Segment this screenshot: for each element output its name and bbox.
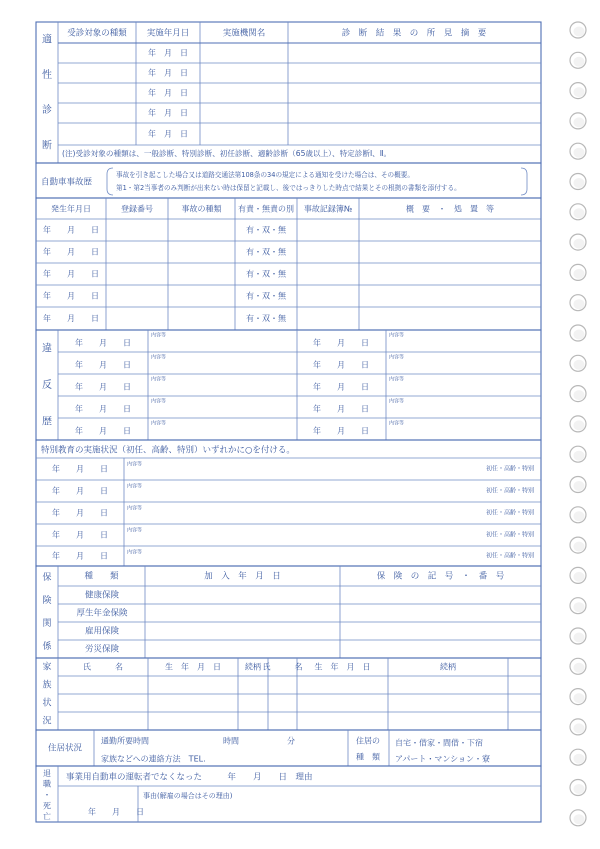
date-label: 年 月 日 [52,551,108,561]
binder-hole-shadow [574,269,585,279]
type-label: 初任・高齢・特別 [485,531,534,539]
date-label: 年 月 日 [148,129,188,139]
content-label: 内容等 [127,483,143,490]
residence-title: 住居状況 [47,743,83,754]
date-label: 年 月 日 [43,225,99,235]
binder-hole-shadow [574,754,585,764]
accident-note: 第1・第2当事者のみ判断が出来ない時は保留と記載し、後ではっきりした時点で結果とその根拠の書類を添付する。 [116,184,461,192]
retire-side-label: 亡 [43,812,51,822]
insurance-side-label: 係 [42,642,52,652]
binder-hole-shadow [574,481,585,491]
violation-side-label: 歴 [42,416,52,428]
binder-hole-shadow [574,208,585,218]
binder-hole-shadow [574,663,585,673]
family-side-label: 家 [42,662,52,673]
binder-hole-shadow [574,117,585,127]
binder-hole-shadow [574,602,585,612]
binder-hole-shadow [574,451,585,461]
retire-side-label: 職 [43,779,51,789]
fault-label: 有・双・無 [246,291,286,301]
content-label: 内容等 [127,549,143,556]
accident-note: 事故を引き起こした場合又は道路交通法第108条の34の規定による通知を受けた場合は、その概要。 [116,171,414,179]
type-label: 初任・高齢・特別 [485,509,534,517]
binder-hole-shadow [574,57,585,67]
content-label: 内容等 [151,376,167,383]
insurance-type: 労災保険 [84,644,120,655]
binder-hole-shadow [574,87,585,97]
date-label: 年 月 日 [75,404,131,414]
retire-side-label: 死 [43,801,51,811]
column-header: 実施機関名 [222,28,266,39]
content-label: 内容等 [389,354,405,361]
content-label: 内容等 [389,398,405,405]
content-label: 内容等 [389,332,405,339]
family-side-label: 況 [42,716,52,727]
type-label: 初任・高齢・特別 [485,552,534,560]
date-label: 年 月 日 [75,426,131,436]
date-label: 年 月 日 [88,807,144,817]
content-label: 内容等 [389,376,405,383]
column-header: 続柄 [245,662,261,672]
family-side-label: 状 [42,698,52,709]
content-label: 内容等 [389,420,405,427]
column-header: 種 類 [84,571,119,582]
column-header: 続柄 [440,662,456,672]
hours-label: 時間 [223,736,239,746]
date-label: 年 月 日 [52,486,108,496]
binder-hole-shadow [574,390,585,400]
content-label: 内容等 [127,505,143,512]
minutes-label: 分 [287,736,295,746]
binder-hole-shadow [574,178,585,188]
date-label: 年 月 日 [52,508,108,518]
date-label: 年 月 日 [52,530,108,540]
binder-hole-shadow [574,542,585,552]
column-header: 発生年月日 [51,204,91,214]
binder-hole-shadow [574,299,585,309]
fault-label: 有・双・無 [246,225,286,235]
residence-kind-label: 住居の [356,736,380,746]
violation-side-label: 反 [42,380,52,391]
column-header: 氏 名 [83,662,123,672]
binder-hole-shadow [574,148,585,158]
reason-label: 事由(解雇の場合はその理由) [143,792,233,800]
binder-hole-shadow [574,723,585,733]
insurance-side-label: 保 [42,573,52,583]
family-side-label: 族 [42,680,52,691]
fault-label: 有・双・無 [246,269,286,279]
column-header: 概 要 ・ 処 置 等 [406,204,494,214]
content-label: 内容等 [151,398,167,405]
date-label: 年 月 日 [75,338,131,348]
tekisei-side-label: 適 [42,34,52,46]
date-label: 年 月 日 [313,382,369,392]
binder-hole-shadow [574,693,585,703]
insurance-type: 健康保険 [84,590,120,601]
insurance-side-label: 険 [42,596,52,606]
date-label: 年 月 日 [52,464,108,474]
tekisei-note: (注)受診対象の種類は、一般診断、特別診断、初任診断、適齢診断（65歳以上）、特定診断Ⅰ、Ⅱ。 [62,149,392,158]
binder-hole-shadow [574,27,585,37]
commute-label: 通勤所要時間 [101,736,149,746]
fault-label: 有・双・無 [246,247,286,257]
contact-label: 家族などへの連絡方法 TEL. [101,754,206,764]
type-label: 初任・高齢・特別 [485,487,534,495]
date-label: 年 月 日 [148,108,188,118]
accident-title: 自動車事故歴 [41,177,93,188]
binder-holes [570,22,586,826]
binder-hole-shadow [574,633,585,643]
date-label: 年 月 日 [148,88,188,98]
binder-hole-shadow [574,239,585,249]
content-label: 内容等 [151,354,167,361]
date-label: 年 月 日 [313,404,369,414]
tekisei-side-label: 診 [42,105,52,117]
insurance-side-label: 関 [42,619,52,629]
binder-hole-shadow [574,572,585,582]
fault-label: 有・双・無 [246,314,286,323]
column-header: 生 年 月 日 [314,662,371,672]
violation-side-label: 違 [42,343,52,355]
residence-kind-options: 自宅・借家・間借・下宿 [395,738,483,748]
column-header: 生 年 月 日 [165,662,221,672]
date-label: 年 月 日 [313,426,369,436]
binder-hole-shadow [574,360,585,370]
special-ed-section [36,440,541,566]
tekisei-side-label: 性 [42,69,52,81]
content-label: 内容等 [127,527,143,534]
column-header: 診 断 結 果 の 所 見 摘 要 [341,28,487,39]
insurance-type: 雇用保険 [84,626,120,637]
date-label: 年 月 日 [313,338,369,348]
column-header: 事故の種類 [181,204,222,214]
column-header: 有責・無責の別 [238,204,294,214]
binder-hole-shadow [574,784,585,794]
accident-table [36,198,541,330]
date-label: 年 月 日 [148,48,188,58]
content-label: 内容等 [151,420,167,427]
date-label: 年 月 日 [313,360,369,370]
date-label: 年 月 日 [43,269,99,279]
column-header: 実施年月日 [146,28,190,39]
content-label: 内容等 [127,461,143,468]
insurance-type: 厚生年金保険 [76,608,128,619]
date-label: 年 月 日 [43,247,99,257]
binder-hole-shadow [574,814,585,824]
date-label: 年 月 日 [148,68,188,78]
binder-hole-shadow [574,511,585,521]
residence-kind-label: 種 類 [356,752,380,762]
date-label: 年 月 日 [75,382,131,392]
date-label: 年 月 日 [43,314,99,323]
column-header: 受診対象の種類 [67,28,127,39]
special-ed-title: 特別教育の実施状況（初任、高齢、特別）いずれかに○を付ける。 [41,445,295,456]
retire-side-label: ・ [43,790,51,800]
content-label: 内容等 [151,332,167,339]
column-header: 保 険 の 記 号 ・ 番 号 [376,571,505,582]
column-header: 登録番号 [121,204,153,214]
column-header: 氏 名 [262,662,303,672]
date-label: 年 月 日 [43,291,99,301]
binder-hole-shadow [574,330,585,340]
tekisei-side-label: 断 [42,140,52,152]
retire-side-label: 退 [43,768,51,778]
date-label: 年 月 日 [75,360,131,370]
retire-line: 事業用自動車の運転者でなくなった 年 月 日 理由 [66,772,313,783]
column-header: 加 入 年 月 日 [204,571,281,582]
residence-kind-options: アパート・マンション・寮 [395,754,490,764]
type-label: 初任・高齢・特別 [485,465,534,473]
binder-hole-shadow [574,420,585,430]
column-header: 事故記録簿№ [303,204,353,214]
